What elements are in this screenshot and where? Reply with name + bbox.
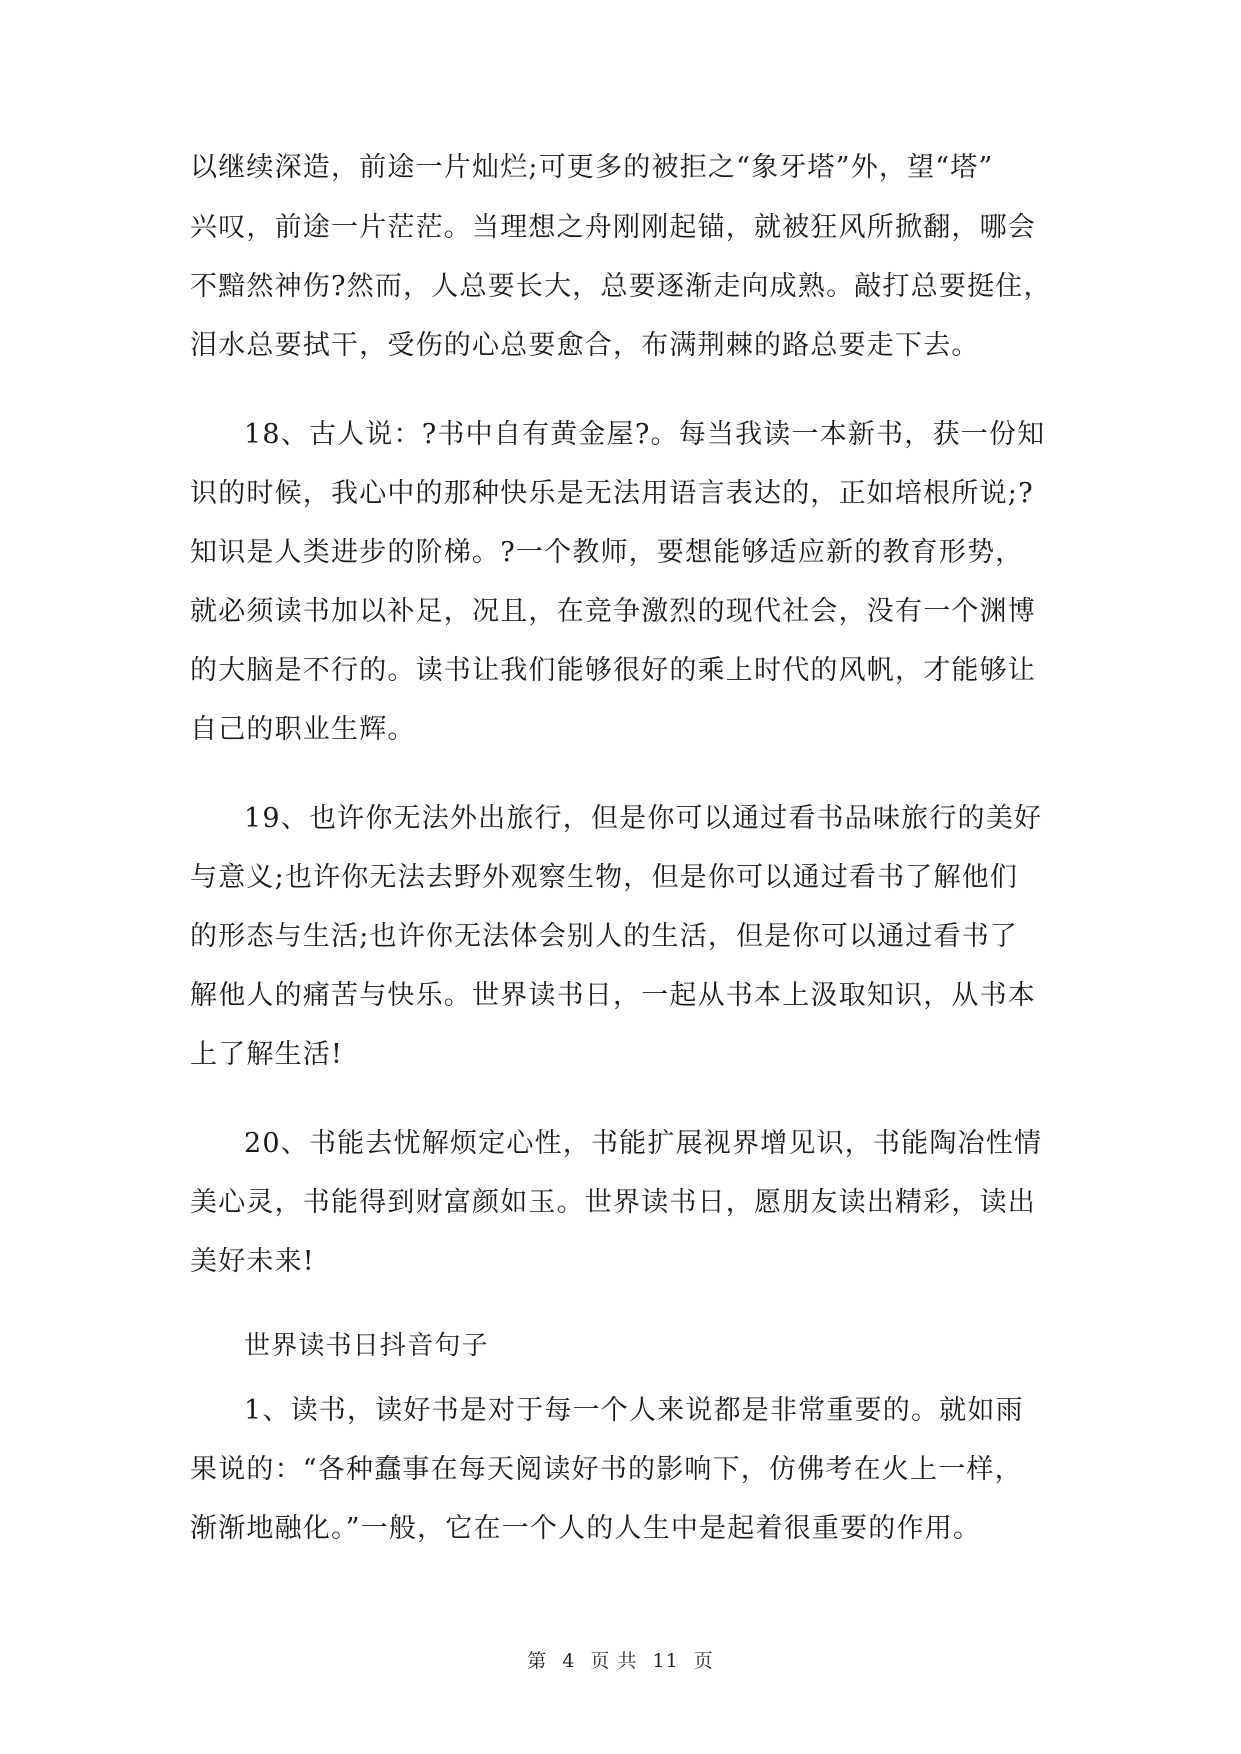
- paragraph-start-19: 19、也许你无法外出旅行，但是你可以通过看书品味旅行的美好: [244, 803, 1043, 834]
- text-line: 的大脑是不行的。读书让我们能够很好的乘上时代的风帆，才能够让: [190, 655, 1036, 686]
- current-page-number: 4: [562, 1650, 576, 1672]
- paragraph-start-20: 20、书能去忧解烦定心性，书能扩展视界增见识，书能陶冶性情: [244, 1128, 1043, 1159]
- section-heading: 世界读书日抖音句子: [244, 1331, 489, 1361]
- text-line: 泪水总要拭干，受伤的心总要愈合，布满荆棘的路总要走下去。: [190, 330, 980, 361]
- footer-suffix: 页: [693, 1650, 714, 1672]
- text-line: 以继续深造，前途一片灿烂;可更多的被拒之“象牙塔”外，望“塔”: [190, 152, 994, 183]
- text-line: 美心灵，书能得到财富颜如玉。世界读书日，愿朋友读出精彩，读出: [190, 1187, 1036, 1218]
- text-line: 兴叹，前途一片茫茫。当理想之舟刚刚起锚，就被狂风所掀翻，哪会: [190, 212, 1036, 243]
- text-line: 就必须读书加以补足，况且，在竞争激烈的现代社会，没有一个渊博: [190, 596, 1036, 627]
- footer-prefix: 第: [527, 1650, 548, 1672]
- text-line: 的形态与生活;也许你无法体会别人的生活，但是你可以通过看书了: [190, 921, 1019, 952]
- text-line: 渐渐地融化。”一般，它在一个人的人生中是起着很重要的作用。: [190, 1513, 982, 1544]
- text-line: 解他人的痛苦与快乐。世界读书日，一起从书本上汲取知识，从书本: [190, 980, 1036, 1011]
- text-line: 自己的职业生辉。: [190, 714, 416, 745]
- text-line: 果说的：“各种蠢事在每天阅读好书的影响下，仿佛考在火上一样，: [190, 1454, 1023, 1485]
- total-pages: 11: [652, 1650, 679, 1672]
- text-line: 不黯然神伤?然而，人总要长大，总要逐渐走向成熟。敲打总要挺住，: [190, 271, 1052, 302]
- text-line: 知识是人类进步的阶梯。?一个教师，要想能够适应新的教育形势，: [190, 537, 1024, 568]
- paragraph-start-18: 18、古人说：?书中自有黄金屋?。每当我读一本新书，获一份知: [244, 419, 1046, 450]
- text-line: 识的时候，我心中的那种快乐是无法用语言表达的，正如培根所说;?: [190, 478, 1034, 509]
- text-line: 上了解生活!: [190, 1039, 344, 1070]
- text-line: 美好未来!: [190, 1246, 315, 1277]
- text-line: 与意义;也许你无法去野外观察生物，但是你可以通过看书了解他们: [190, 862, 1019, 893]
- paragraph-start-1: 1、读书，读好书是对于每一个人来说都是非常重要的。就如雨: [244, 1395, 1024, 1426]
- page-footer: [0, 1646, 1241, 1673]
- footer-middle: 页 共: [590, 1650, 638, 1672]
